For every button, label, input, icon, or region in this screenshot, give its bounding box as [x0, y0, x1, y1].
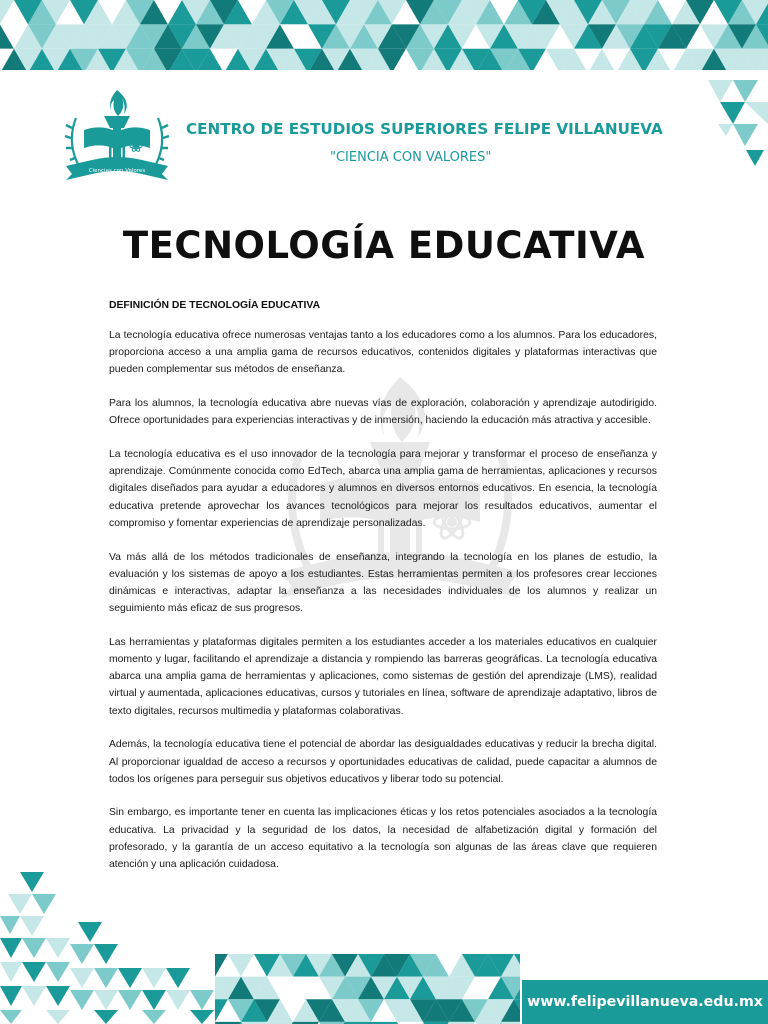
paragraph: La tecnología educativa ofrece numerosas ventajas tanto a los educadores como a los alumnos. Para los educadores, proporciona acceso a una amplia gama de recursos educativos, contenidos digitales y plataformas interactivas que pueden complementar sus métodos de enseñanza. [109, 330, 657, 376]
paragraph: La tecnología educativa es el uso innovador de la tecnología para mejorar y transformar el proceso de enseñanza y aprendizaje. Comúnmente conocida como EdTech, abarca una amplia gama de herramientas, aplicaciones y recursos digitales diseñados para ayudar a educadores y alumnos en diversos entornos educativos. En esencia, la tecnología educativa pretende aprovechar los avances tecnológicos para mejorar los resultados educativos, aumentar el compromiso y fomentar experiencias de aprendizaje personalizadas. [109, 449, 657, 529]
paragraph: Va más allá de los métodos tradicionales de enseñanza, integrando la tecnología en los planes de estudio, la evaluación y los sistemas de apoyo a los estudiantes. Estas herramientas permiten a los profesores crear lecciones dinámicas e interactivas, adaptar la enseñanza a las necesidades individuales de los alumnos y realizar un seguimiento más eficaz de sus progresos. [109, 551, 657, 615]
header [62, 88, 702, 188]
decorative-triangle-pattern-right [698, 80, 768, 170]
decorative-triangle-pattern-top [0, 0, 768, 70]
paragraph: Sin embargo, es importante tener en cuenta las implicaciones éticas y los retos potenciales asociados a la tecnología educativa. La privacidad y la seguridad de los datos, la necesidad de alfabetización digital y formación del profesorado, y la garantía de un acceso equitativo a la tecnología son algunas de las áreas clave que requieren atención y una aplicación cuidadosa. [109, 807, 657, 871]
school-motto: "CIENCIA CON VALORES" [330, 150, 492, 165]
footer-url-bar [522, 980, 768, 1024]
document-title: TECNOLOGÍA EDUCATIVA [122, 224, 646, 267]
section-heading: DEFINICIÓN DE TECNOLOGÍA EDUCATIVA [109, 300, 321, 311]
paragraph: Además, la tecnología educativa tiene el potencial de abordar las desigualdades educativas y reducir la brecha digital. Al proporcionar igualdad de acceso a recursos y oportunidades educativas de calidad, puede capacitar a alumnos de todos los orígenes para perseguir sus objetivos educativos y liberar todo su potencial. [109, 739, 657, 785]
footer-website-url[interactable]: www.felipevillanueva.edu.mx [527, 994, 763, 1010]
decorative-triangle-pattern-bottom [215, 954, 520, 1024]
document-body [109, 300, 657, 890]
paragraph: Las herramientas y plataformas digitales permiten a los estudiantes acceder a los materiales educativos en cualquier momento y lugar, facilitando el aprendizaje a distancia y rompiendo las barreras geográficas. La tecnología educativa abarca una amplia gama de herramientas y aplicaciones, como sistemas de gestión del aprendizaje (LMS), realidad virtual y aumentada, aplicaciones educativas, cursos y tutoriales en línea, software de aprendizaje adaptativo, libros de texto digitales, recursos multimedia y plataformas colaborativas. [109, 636, 657, 717]
logo-ribbon-text: Ciencias con Valores [88, 168, 146, 174]
paragraph: Para los alumnos, la tecnología educativa abre nuevas vías de exploración, colaboración y aprendizaje autodirigido. Ofrece oportunidades para experiencias interactivas y de inmersión, haciendo la educación más atractiva y accesible. [109, 398, 657, 427]
school-logo [62, 88, 172, 184]
decorative-triangle-pattern-bottom-left [0, 864, 230, 1024]
school-name: CENTRO DE ESTUDIOS SUPERIORES FELIPE VILLANUEVA [186, 120, 663, 138]
